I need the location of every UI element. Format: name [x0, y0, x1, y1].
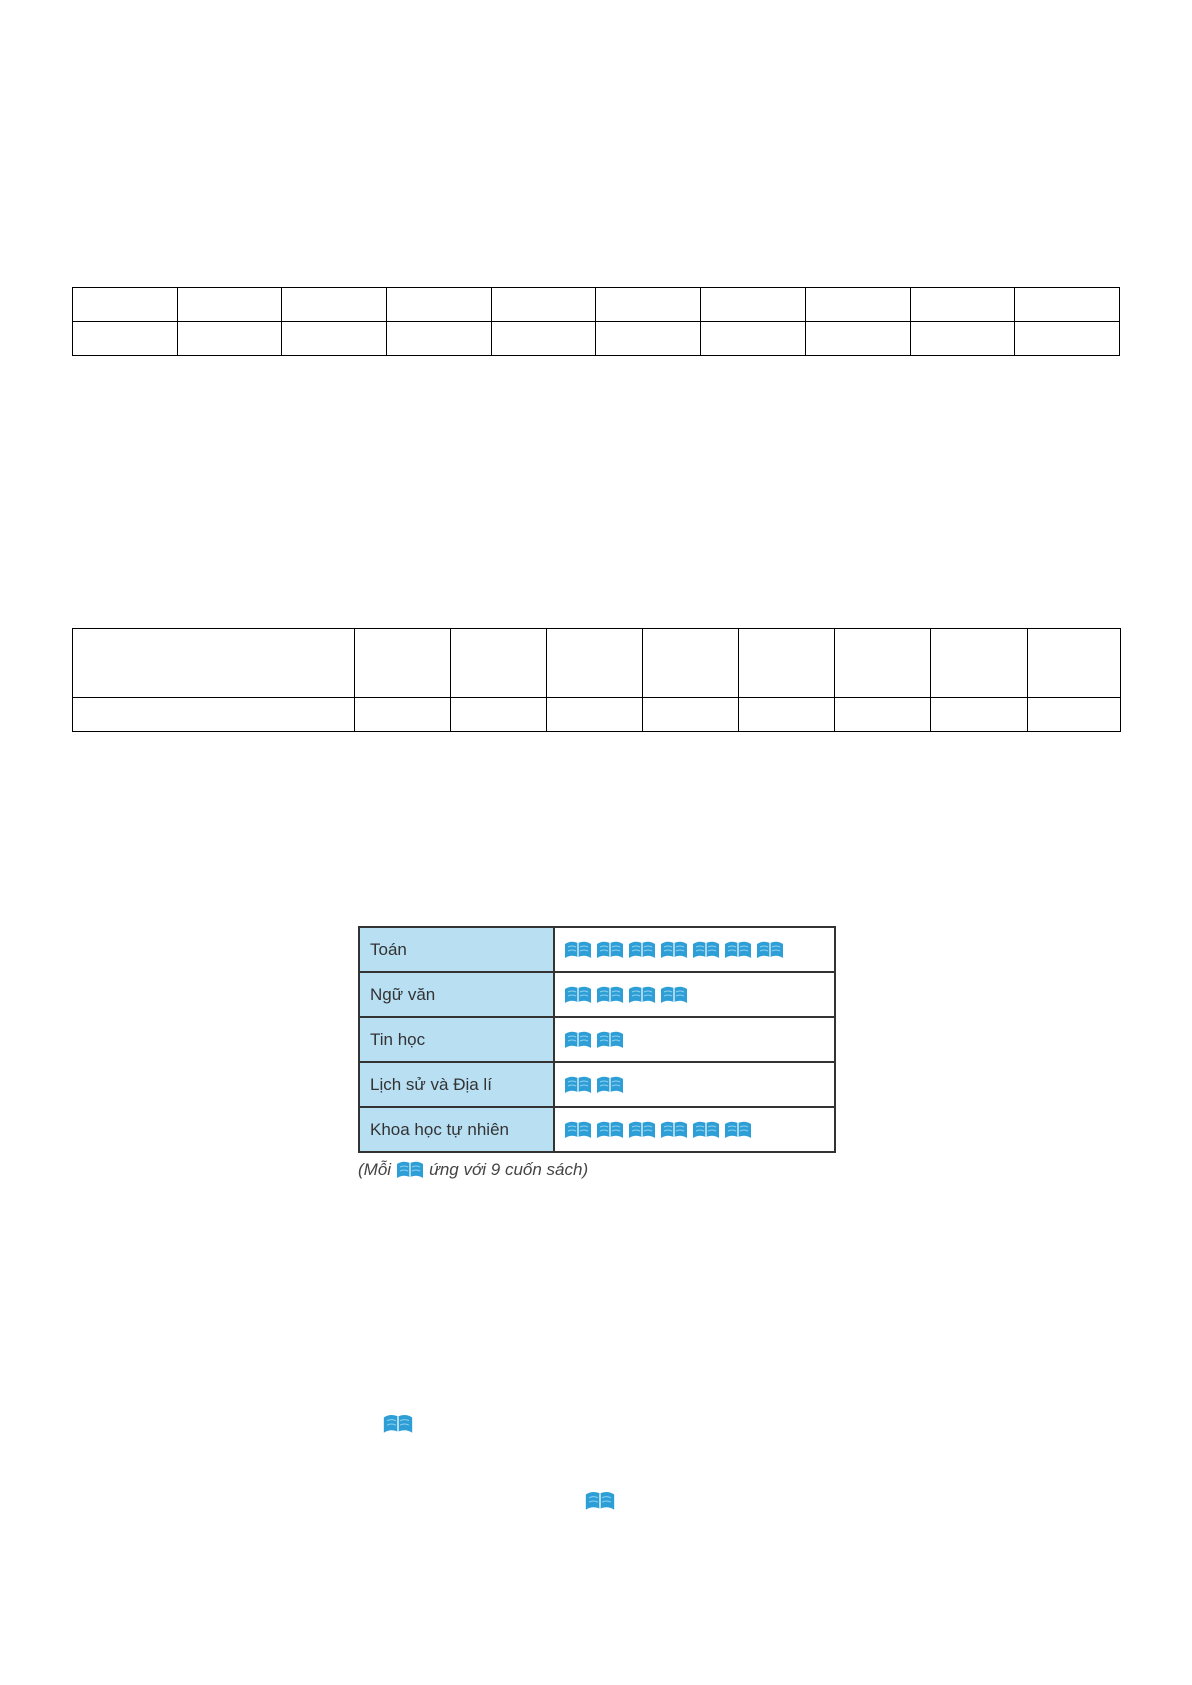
table-cell [931, 629, 1028, 698]
table-cell [73, 288, 178, 322]
table-cell [1015, 322, 1120, 356]
table-cell [177, 322, 282, 356]
book-icon [381, 1412, 415, 1436]
table-cell [282, 322, 387, 356]
table-cell [451, 629, 547, 698]
icon-cell [554, 1107, 835, 1152]
book-icon [691, 1119, 721, 1141]
book-icon [563, 1119, 593, 1141]
table-cell [547, 698, 643, 732]
book-icon [595, 1029, 625, 1051]
subject-label: Toán [359, 927, 554, 972]
icon-cell [554, 927, 835, 972]
pictograph-row [359, 927, 835, 972]
book-icon [723, 1119, 753, 1141]
table-cell [835, 698, 931, 732]
table-row [73, 629, 1121, 698]
table-cell [491, 322, 596, 356]
table-row [73, 698, 1121, 732]
book-icon [659, 1119, 689, 1141]
table-cell [387, 288, 492, 322]
table-cell [805, 322, 910, 356]
pictograph [358, 926, 836, 1181]
table-cell [596, 288, 701, 322]
book-icon [755, 939, 785, 961]
book-icon [627, 939, 657, 961]
table-cell [910, 288, 1015, 322]
table-cell [910, 322, 1015, 356]
legend-text-after: ứng với 9 cuốn sách [429, 1160, 583, 1179]
table-cell [73, 629, 355, 698]
book-icon [563, 1029, 593, 1051]
book-icon [627, 984, 657, 1006]
book-icon [595, 1074, 625, 1096]
legend-text-before: Mỗi [363, 1160, 392, 1179]
subject-label: Khoa học tự nhiên [359, 1107, 554, 1152]
table-cell [73, 698, 355, 732]
book-icon [595, 939, 625, 961]
book-icon [563, 939, 593, 961]
book-icon [659, 984, 689, 1006]
pictograph-table [358, 926, 836, 1153]
icon-cell [554, 1017, 835, 1062]
book-icon [723, 939, 753, 961]
table-cell [701, 288, 806, 322]
subject-label: Tin học [359, 1017, 554, 1062]
table-cell [451, 698, 547, 732]
table-cell [355, 629, 451, 698]
icon-cell [554, 1062, 835, 1107]
table-cell [1028, 629, 1121, 698]
table-cell [739, 629, 835, 698]
table-cell [805, 288, 910, 322]
table-cell [701, 322, 806, 356]
book-icon [583, 1489, 617, 1513]
subject-label: Lịch sử và Địa lí [359, 1062, 554, 1107]
table-cell [547, 629, 643, 698]
book-icon [627, 1119, 657, 1141]
table-cell [835, 629, 931, 698]
frequency-table-1 [72, 287, 1120, 356]
pictograph-row [359, 1107, 835, 1152]
table-cell [355, 698, 451, 732]
subject-label: Ngữ văn [359, 972, 554, 1017]
legend-close-paren: ) [582, 1160, 589, 1179]
table-cell [1028, 698, 1121, 732]
pictograph-row [359, 972, 835, 1017]
pictograph-row [359, 1017, 835, 1062]
table-cell [282, 288, 387, 322]
pictograph-legend [358, 1159, 836, 1181]
table-cell [931, 698, 1028, 732]
table-row [73, 288, 1120, 322]
table-cell [596, 322, 701, 356]
table-cell [739, 698, 835, 732]
book-icon [563, 1074, 593, 1096]
book-icon [595, 1119, 625, 1141]
table-cell [643, 698, 739, 732]
table-cell [73, 322, 178, 356]
table-cell [643, 629, 739, 698]
table-cell [491, 288, 596, 322]
book-icon [595, 984, 625, 1006]
book-icon [691, 939, 721, 961]
legend-open-paren: ( [358, 1160, 364, 1179]
table-cell [1015, 288, 1120, 322]
book-icon [563, 984, 593, 1006]
book-icon [395, 1159, 425, 1181]
book-icon [659, 939, 689, 961]
frequency-table-2 [72, 628, 1121, 732]
pictograph-row [359, 1062, 835, 1107]
table-row [73, 322, 1120, 356]
table-cell [177, 288, 282, 322]
icon-cell [554, 972, 835, 1017]
table-cell [387, 322, 492, 356]
